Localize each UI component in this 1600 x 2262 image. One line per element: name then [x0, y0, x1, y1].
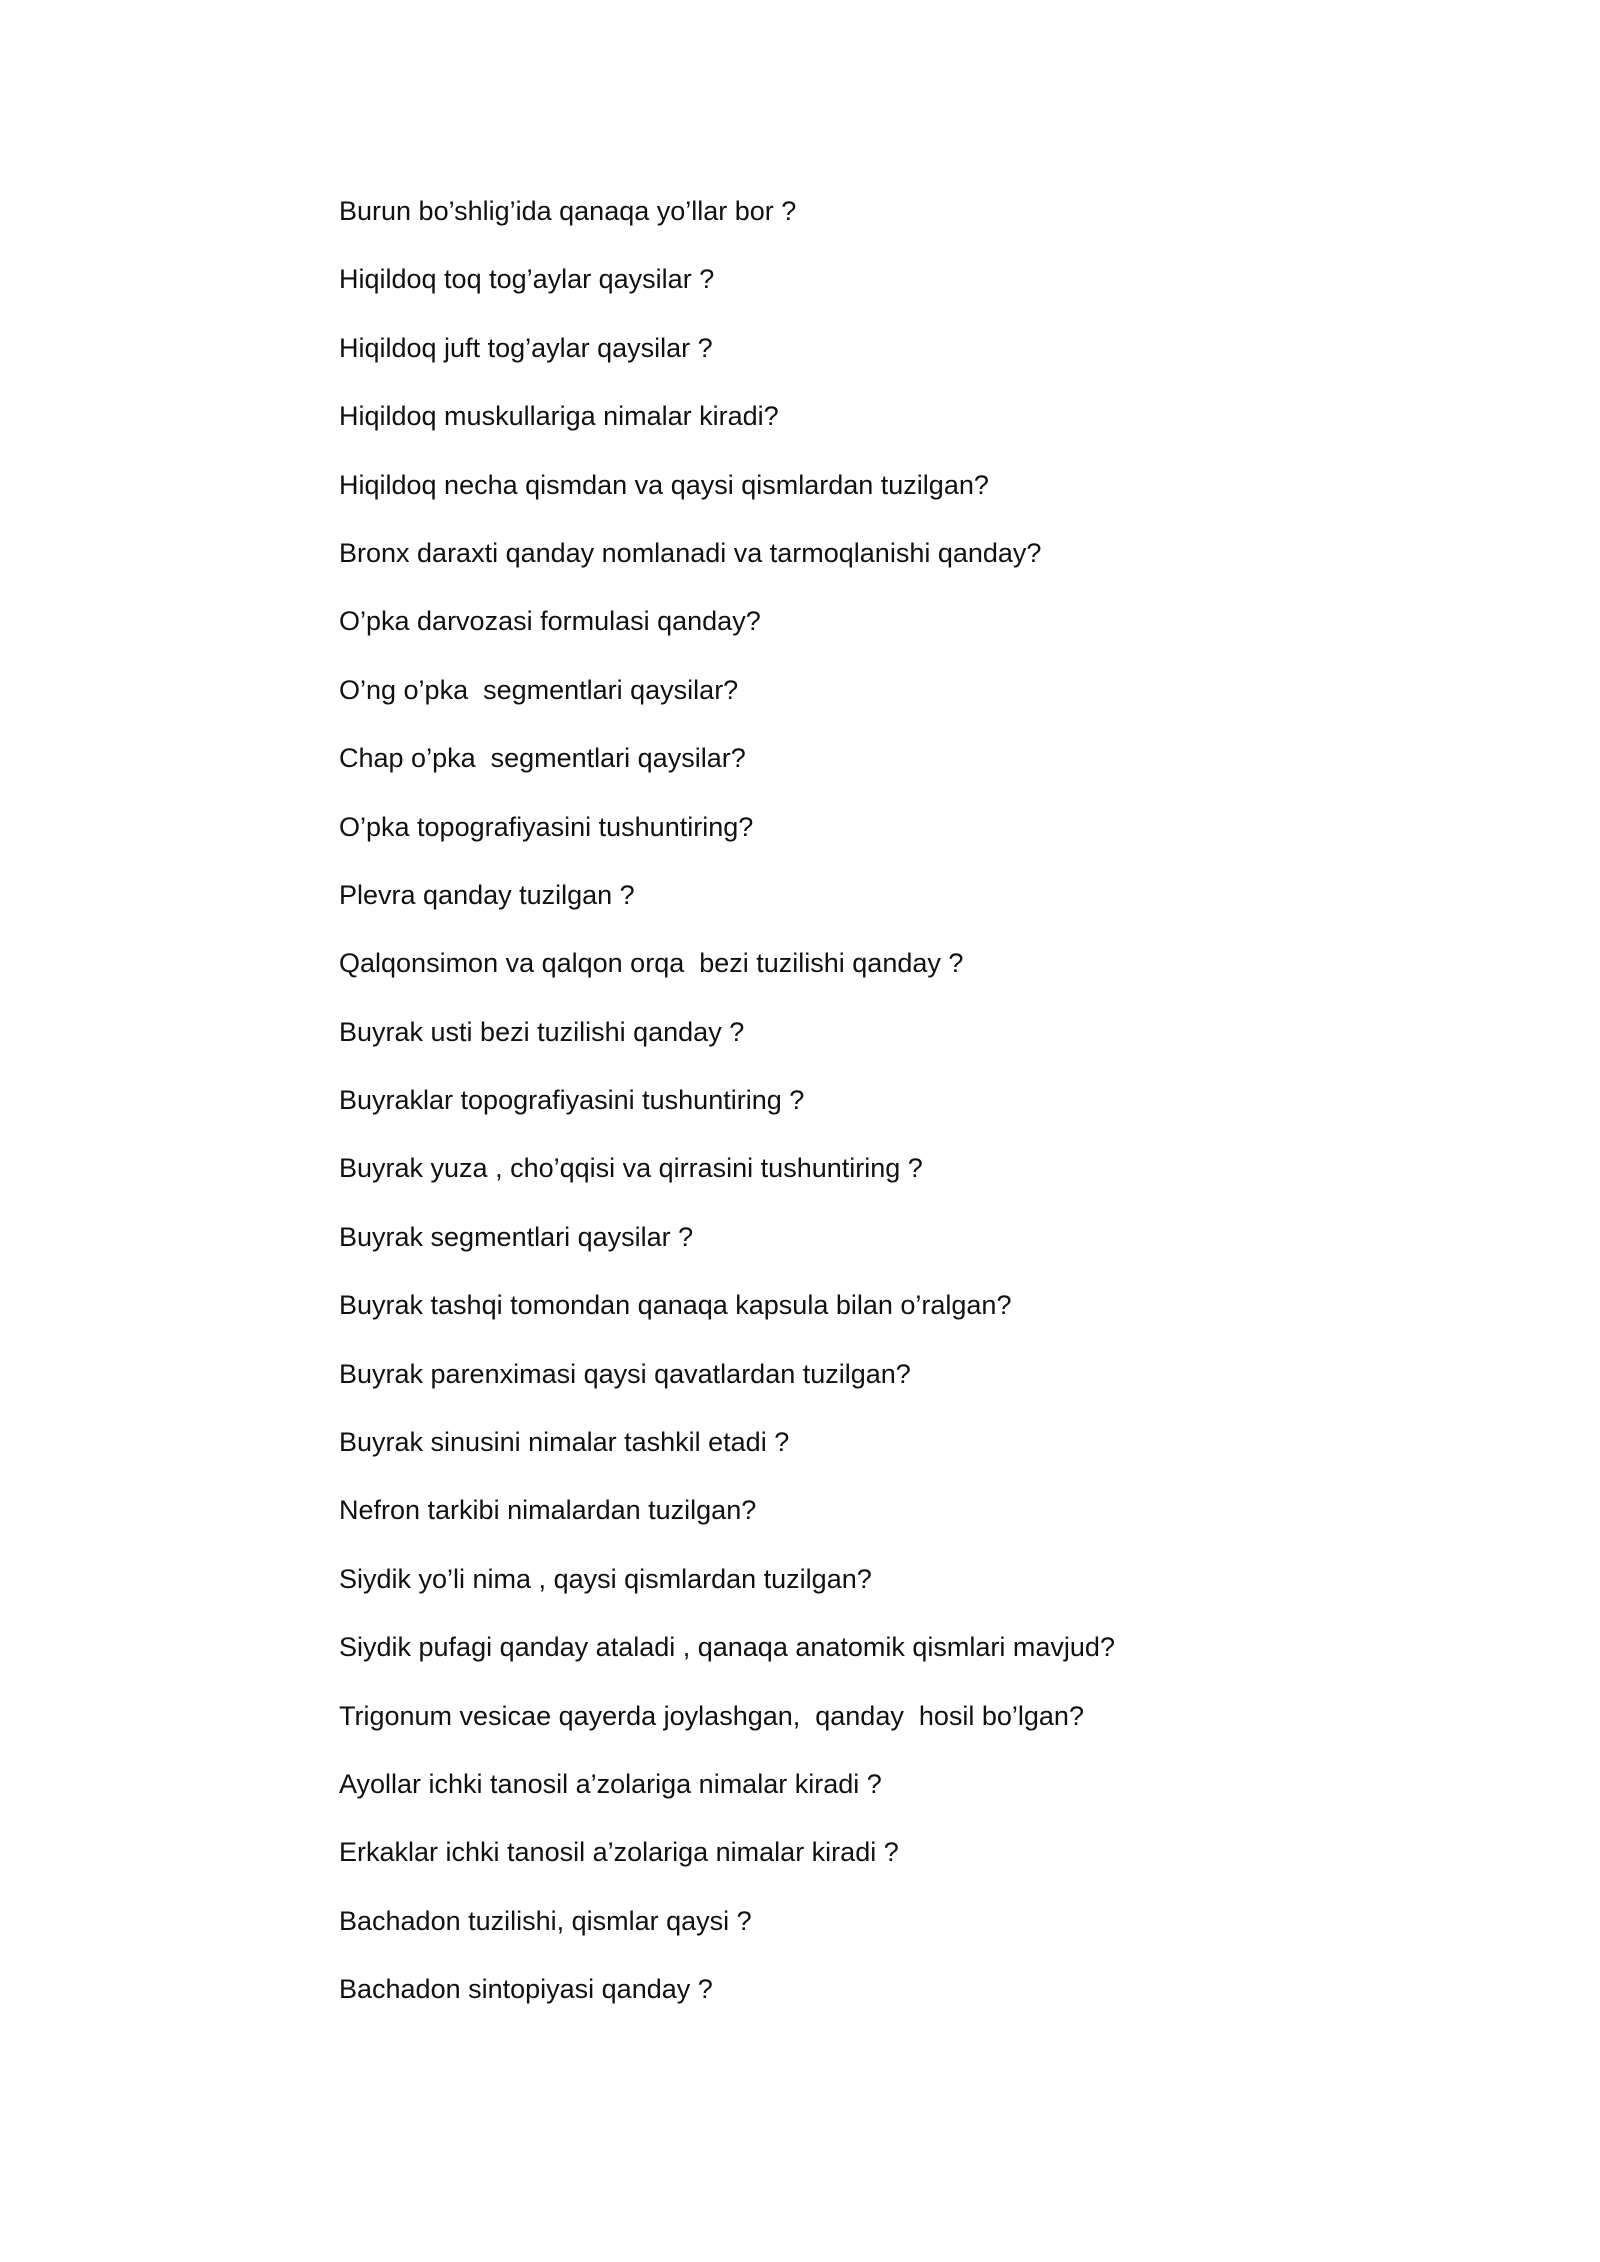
- question-item: Ayollar ichki tanosil a’zolariga nimalar kiradi ?: [339, 1768, 882, 1799]
- question-item: Nefron tarkibi nimalardan tuzilgan?: [339, 1495, 757, 1526]
- question-item: Bachadon sintopiyasi qanday ?: [339, 1974, 713, 2005]
- question-item: Hiqildoq muskullariga nimalar kiradi?: [339, 401, 779, 432]
- question-item: Qalqonsimon va qalqon orqa bezi tuzilishi qanday ?: [339, 948, 964, 979]
- question-item: Buyraklar topografiyasini tushuntiring ?: [339, 1085, 805, 1116]
- question-item: Chap o’pka segmentlari qaysilar?: [339, 743, 746, 774]
- question-item: Siydik yo’li nima , qaysi qismlardan tuzilgan?: [339, 1563, 872, 1594]
- question-item: O’pka darvozasi formulasi qanday?: [339, 606, 761, 637]
- question-item: O’pka topografiyasini tushuntiring?: [339, 811, 754, 842]
- question-item: O’ng o’pka segmentlari qaysilar?: [339, 674, 739, 705]
- question-item: Trigonum vesicae qayerda joylashgan, qanday hosil bo’lgan?: [339, 1700, 1084, 1731]
- question-item: Buyrak usti bezi tuzilishi qanday ?: [339, 1016, 745, 1047]
- question-item: Plevra qanday tuzilgan ?: [339, 879, 635, 910]
- question-list: [339, 188, 1115, 2035]
- question-item: Buyrak sinusini nimalar tashkil etadi ?: [339, 1427, 790, 1458]
- question-item: Bachadon tuzilishi, qismlar qaysi ?: [339, 1905, 752, 1936]
- question-item: Buyrak yuza , cho’qqisi va qirrasini tushuntiring ?: [339, 1153, 923, 1184]
- question-item: Siydik pufagi qanday ataladi , qanaqa anatomik qismlari mavjud?: [339, 1632, 1115, 1663]
- question-item: Buyrak segmentlari qaysilar ?: [339, 1221, 694, 1252]
- question-item: Hiqildoq necha qismdan va qaysi qismlardan tuzilgan?: [339, 469, 989, 500]
- question-item: Hiqildoq juft tog’aylar qaysilar ?: [339, 332, 713, 363]
- question-item: Buyrak parenximasi qaysi qavatlardan tuzilgan?: [339, 1358, 911, 1389]
- question-item: Erkaklar ichki tanosil a’zolariga nimalar kiradi ?: [339, 1837, 899, 1868]
- question-item: Bronx daraxti qanday nomlanadi va tarmoqlanishi qanday?: [339, 537, 1042, 568]
- question-item: Buyrak tashqi tomondan qanaqa kapsula bilan o’ralgan?: [339, 1290, 1012, 1321]
- question-item: Hiqildoq toq tog’aylar qaysilar ?: [339, 264, 715, 295]
- question-item: Burun bo’shlig’ida qanaqa yo’llar bor ?: [339, 196, 797, 226]
